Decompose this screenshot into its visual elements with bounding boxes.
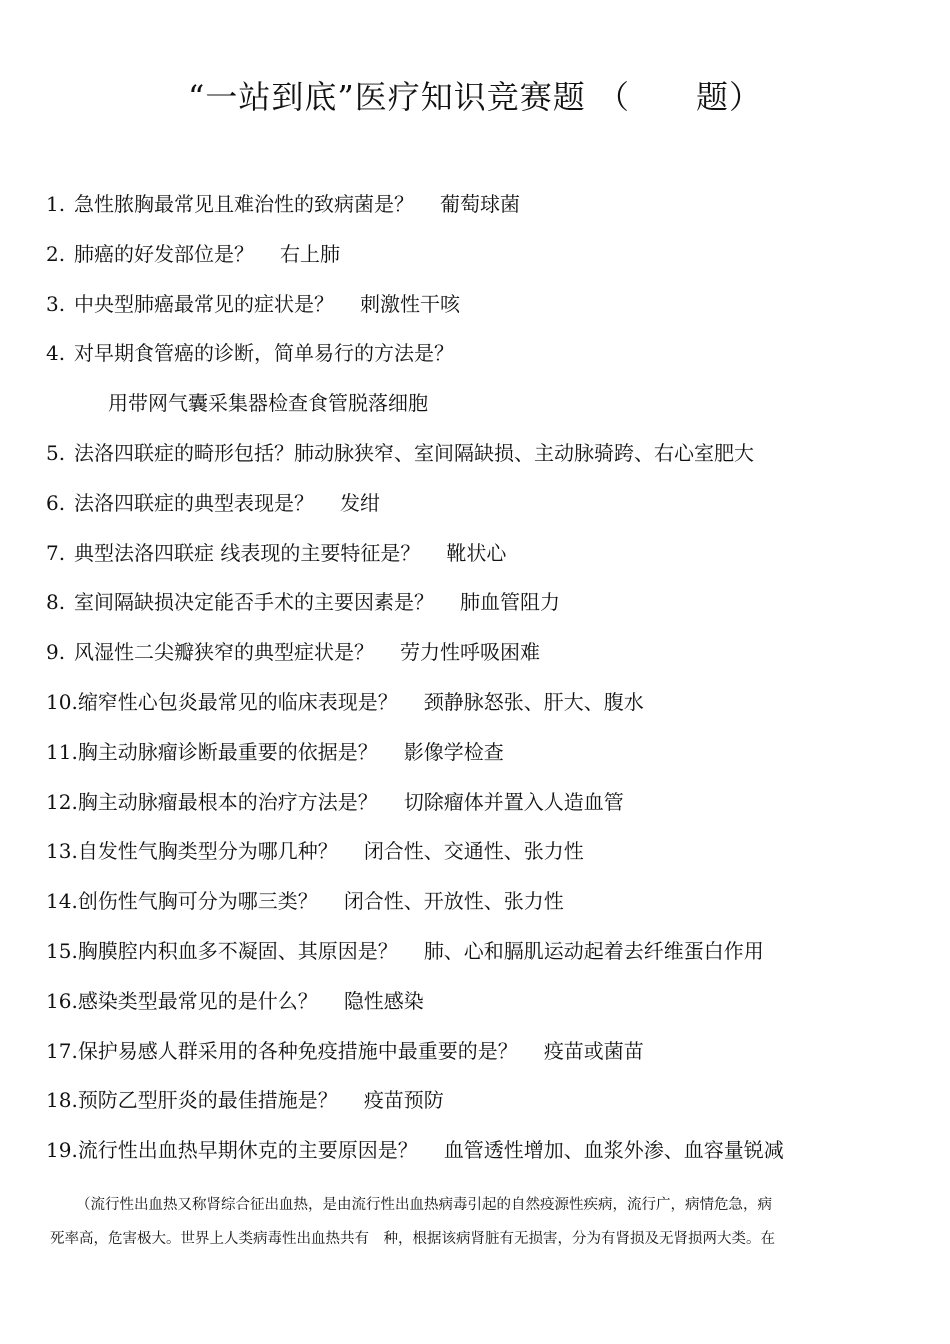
- question-text: 室间隔缺损决定能否手术的主要因素是？: [74, 590, 434, 615]
- question-8: [46, 584, 926, 634]
- question-text: 典型法洛四联症 线表现的主要特征是？: [74, 540, 421, 565]
- note-line-1: （流行性出血热又称肾综合征出血热，是由流行性出血热病毒引起的自然疫源性疾病，流行广，病情危急，病: [76, 1197, 772, 1213]
- question-number: 1.: [46, 192, 66, 216]
- question-4: [46, 335, 926, 385]
- question-number: 16.: [46, 988, 78, 1013]
- answer-text: 葡萄球菌: [440, 192, 520, 216]
- question-number: 13.: [46, 839, 78, 864]
- question-13: [46, 833, 926, 883]
- question-text: 法洛四联症的典型表现是？: [74, 490, 314, 515]
- question-text: 胸膜腔内积血多不凝固、其原因是？: [77, 938, 398, 963]
- answer-text: 发绀: [340, 490, 380, 515]
- question-text: 肺癌的好发部位是？: [74, 241, 254, 266]
- question-text: 胸主动脉瘤最根本的治疗方法是？: [77, 789, 378, 814]
- question-text: 创伤性气胸可分为哪三类？: [77, 889, 318, 914]
- answer-text: 疫苗或菌苗: [543, 1038, 644, 1063]
- question-number: 18.: [46, 1088, 78, 1113]
- question-text: 胸主动脉瘤诊断最重要的依据是？: [77, 739, 378, 764]
- question-number: 9.: [46, 640, 66, 665]
- answer-text: 切除瘤体并置入人造血管: [403, 789, 624, 814]
- question-9: [46, 634, 926, 684]
- question-10: [46, 684, 926, 734]
- question-text: 感染类型最常见的是什么？: [77, 988, 318, 1013]
- question-number: 2.: [46, 241, 66, 266]
- answer-text: 影像学检查: [403, 739, 504, 764]
- question-number: 12.: [46, 789, 78, 814]
- question-16: [46, 983, 926, 1033]
- question-list: [46, 186, 926, 1182]
- question-19: [46, 1132, 926, 1182]
- question-text: 中央型肺癌最常见的症状是？: [74, 291, 334, 316]
- question-text: 保护易感人群采用的各种免疫措施中最重要的是？: [77, 1038, 518, 1063]
- question-text: 对早期食管癌的诊断，简单易行的方法是？: [74, 341, 454, 366]
- answer-text: 右上肺: [280, 241, 340, 266]
- answer-text: 闭合性、交通性、张力性: [363, 839, 584, 864]
- answer-text: 肺血管阻力: [460, 590, 560, 615]
- question-text: 流行性出血热早期休克的主要原因是？: [77, 1138, 418, 1163]
- question-text: 风湿性二尖瓣狭窄的典型症状是？: [74, 640, 374, 665]
- question-2: [46, 236, 926, 286]
- question-number: 8.: [46, 590, 66, 615]
- answer-text: 颈静脉怒张、肝大、腹水: [423, 689, 644, 714]
- question-number: 7.: [46, 540, 66, 565]
- question-text: 自发性气胸类型分为哪几种？: [77, 839, 338, 864]
- question-15: [46, 933, 926, 983]
- question-number: 3.: [46, 291, 66, 316]
- answer-text: 刺激性干咳: [360, 291, 460, 316]
- answer-text: 闭合性、开放性、张力性: [343, 889, 564, 914]
- answer-text: 肺、心和膈肌运动起着去纤维蛋白作用: [423, 938, 764, 963]
- question-4-answer: [46, 385, 926, 435]
- question-number: 5.: [46, 440, 66, 465]
- question-number: 15.: [46, 938, 78, 963]
- question-number: 17.: [46, 1038, 78, 1063]
- question-number: 6.: [46, 490, 66, 515]
- question-number: 11.: [46, 739, 78, 764]
- question-number: 10.: [46, 689, 78, 714]
- question-1: [46, 186, 926, 236]
- answer-text: 疫苗预防: [363, 1088, 444, 1113]
- question-18: [46, 1082, 926, 1132]
- question-14: [46, 883, 926, 933]
- page-title: “一站到底”医疗知识竞赛题 （ 题）: [188, 78, 762, 116]
- question-text: 缩窄性心包炎最常见的临床表现是？: [77, 689, 398, 714]
- question-number: 19.: [46, 1138, 78, 1163]
- answer-text: 隐性感染: [343, 988, 424, 1013]
- question-text: 急性脓胸最常见且难治性的致病菌是？: [74, 192, 414, 216]
- question-3: [46, 286, 926, 336]
- explanatory-note: [50, 1188, 906, 1256]
- question-11: [46, 734, 926, 784]
- answer-text: 用带网气囊采集器检查食管脱落细胞: [108, 391, 428, 416]
- answer-text: 血管透性增加、血浆外渗、血容量锐减: [443, 1138, 784, 1163]
- question-text: 法洛四联症的畸形包括？肺动脉狭窄、室间隔缺损、主动脉骑跨、右心室肥大: [74, 440, 754, 465]
- answer-text: 劳力性呼吸困难: [400, 640, 540, 665]
- question-17: [46, 1033, 926, 1083]
- question-number: 14.: [46, 889, 78, 914]
- question-7: [46, 535, 926, 585]
- question-5: [46, 435, 926, 485]
- note-line-2: 死率高，危害极大。世界上人类病毒性出血热共有 种，根据该病肾脏有无损害，分为有肾损及无肾损两大类。在: [50, 1231, 775, 1247]
- question-number: 4.: [46, 341, 66, 366]
- question-text: 预防乙型肝炎的最佳措施是？: [77, 1088, 338, 1113]
- question-6: [46, 485, 926, 535]
- answer-text: 靴状心: [446, 540, 507, 565]
- question-12: [46, 784, 926, 834]
